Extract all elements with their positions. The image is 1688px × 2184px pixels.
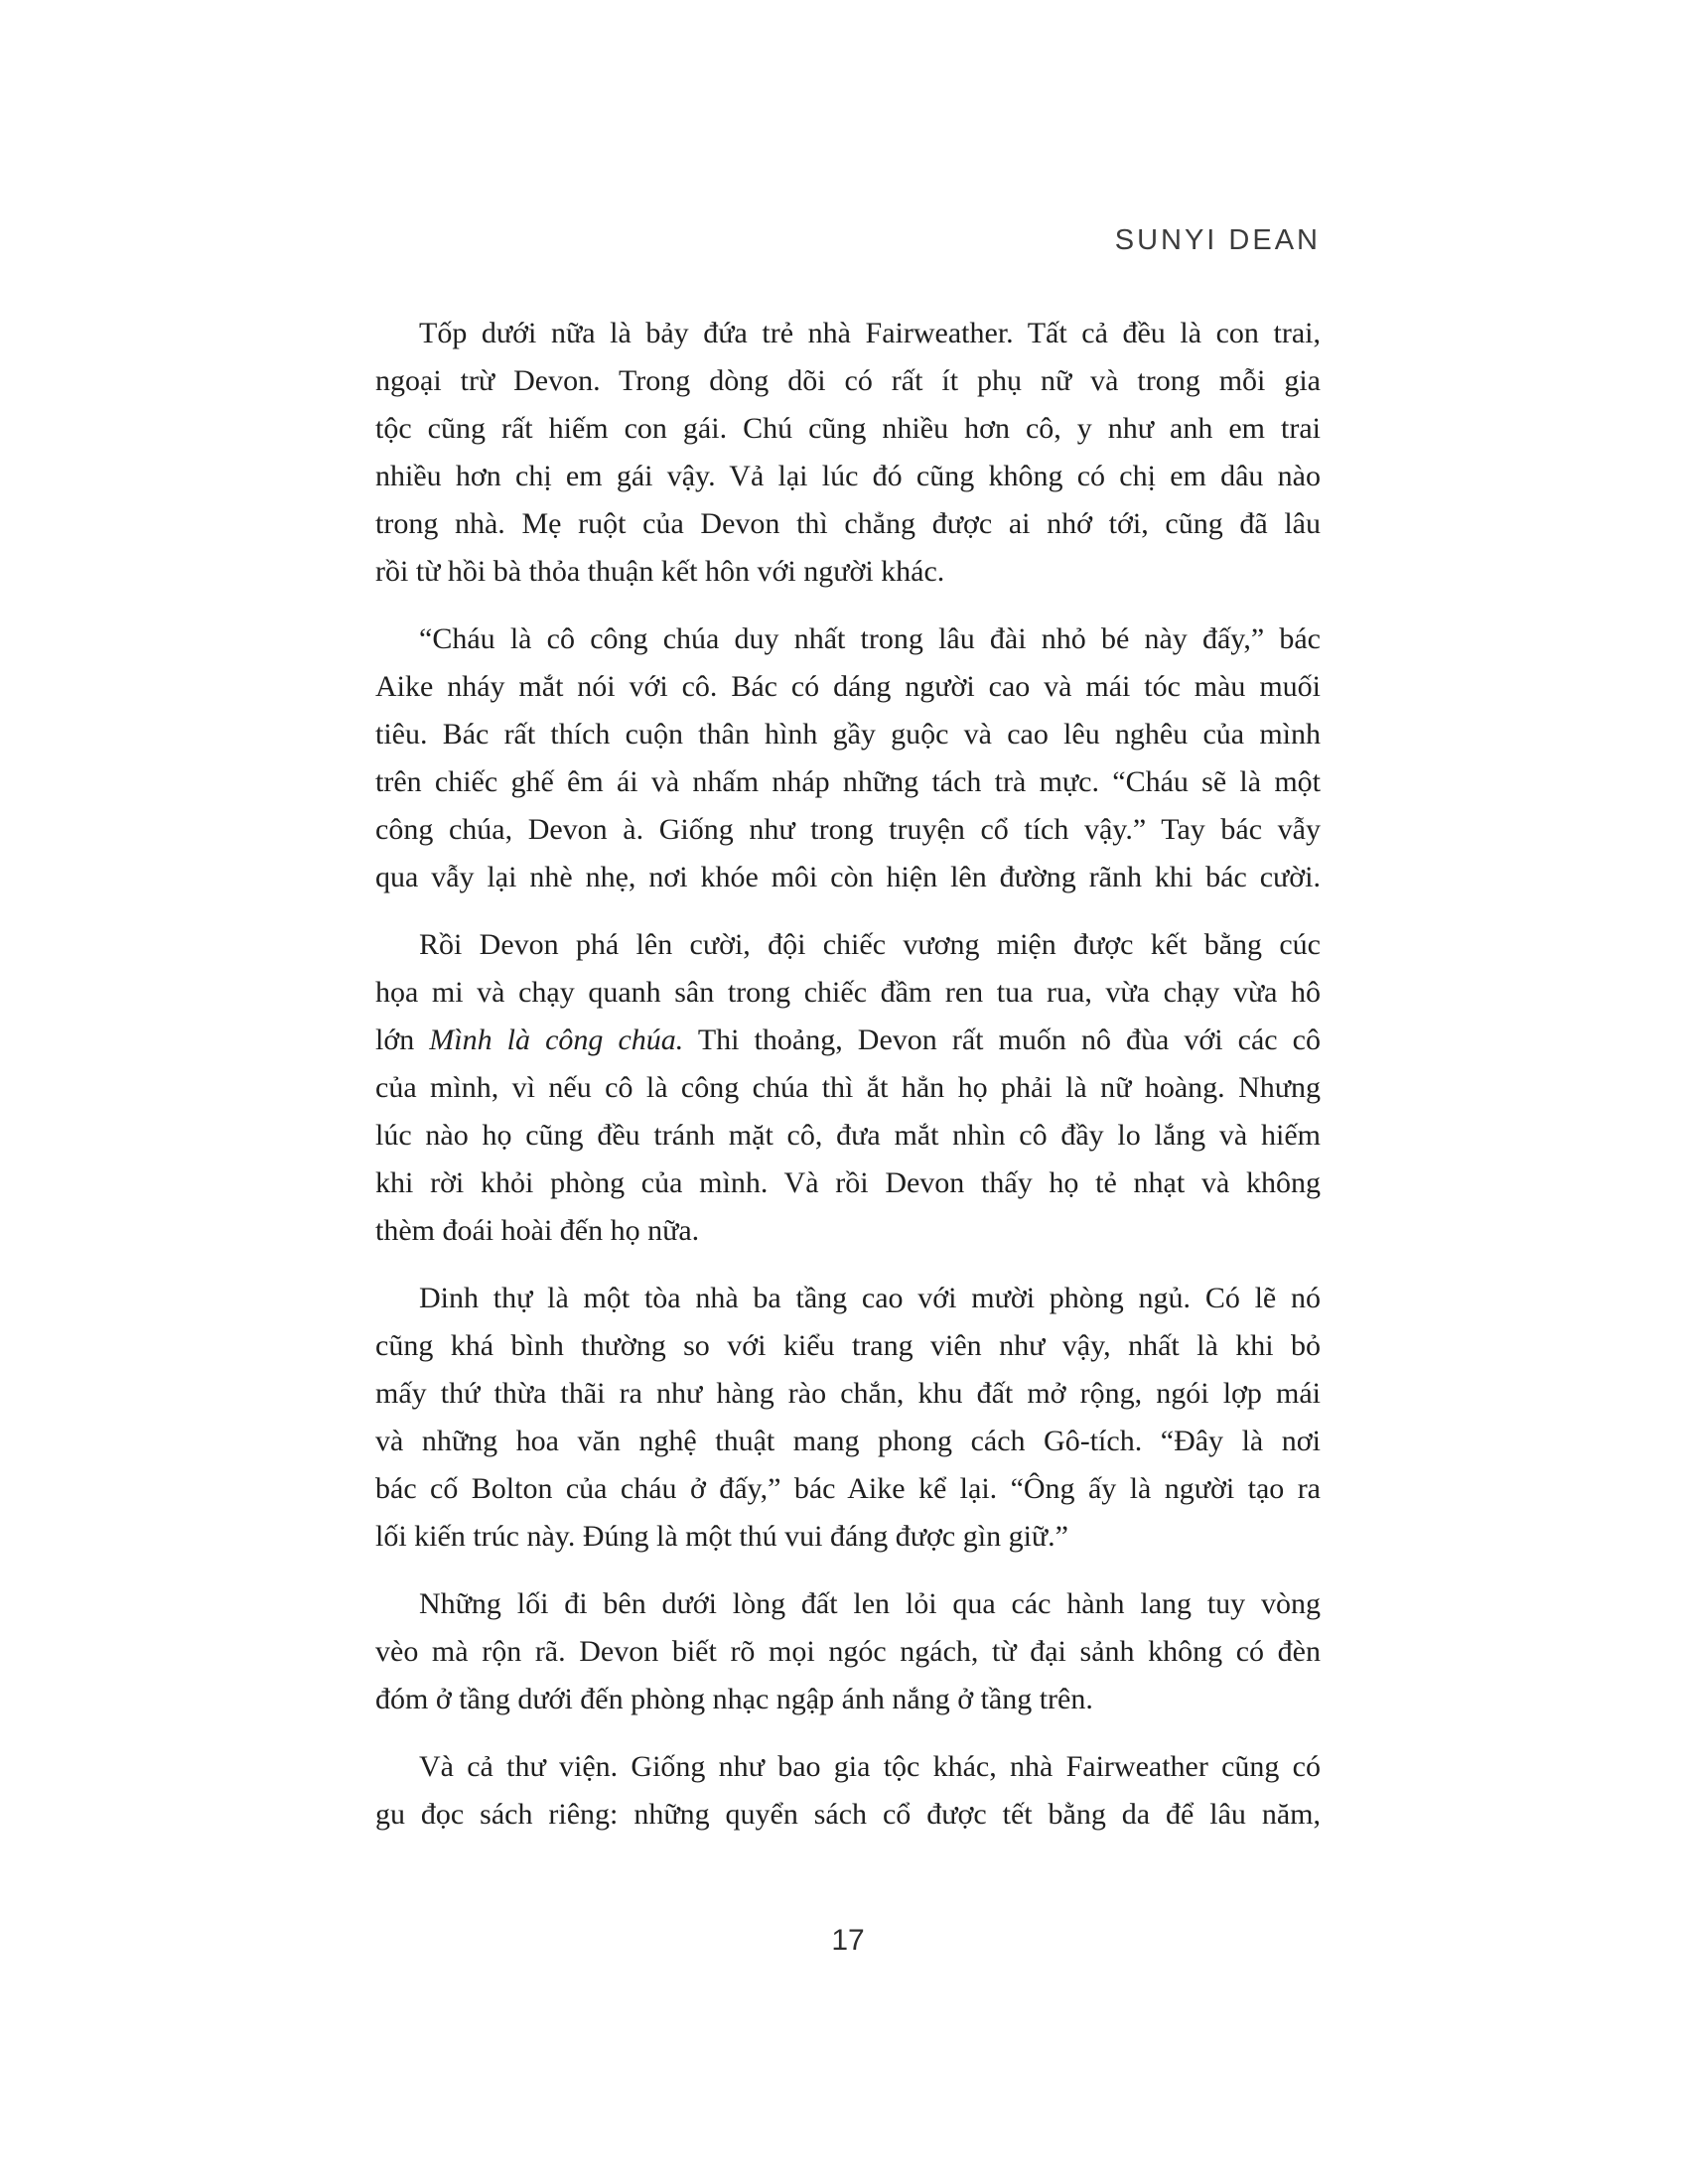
paragraph [375, 921, 1321, 1255]
text-line: Aike nháy mắt nói với cô. Bác có dáng người cao và mái tóc màu muối [375, 670, 1321, 703]
text-line: và những hoa văn nghệ thuật mang phong cách Gô-tích. “Đây là nơi [375, 1425, 1321, 1457]
paragraph [375, 1743, 1321, 1839]
text-line: vèo mà rộn rã. Devon biết rõ mọi ngóc ngách, từ đại sảnh không có đèn [375, 1635, 1321, 1668]
text-line: lối kiến trúc này. Đúng là một thú vui đáng được gìn giữ.” [375, 1520, 1068, 1553]
text-line: công chúa, Devon à. Giống như trong truyện cổ tích vậy.” Tay bác vẫy [375, 813, 1321, 846]
text-line: của mình, vì nếu cô là công chúa thì ắt hẳn họ phải là nữ hoàng. Nhưng [375, 1071, 1321, 1104]
text-line: trong nhà. Mẹ ruột của Devon thì chẳng được ai nhớ tới, cũng đã lâu [375, 507, 1321, 540]
text-line: thèm đoái hoài đến họ nữa. [375, 1214, 700, 1247]
text-fragment: Thi thoảng, Devon rất muốn nô đùa với các cô [683, 1024, 1322, 1056]
text-line: khi rời khỏi phòng của mình. Và rồi Devon thấy họ tẻ nhạt và không [375, 1166, 1321, 1199]
paragraph [375, 310, 1321, 596]
text-line: nhiều hơn chị em gái vậy. Vả lại lúc đó cũng không có chị em dâu nào [375, 460, 1321, 492]
text-line: qua vẫy lại nhè nhẹ, nơi khóe môi còn hiện lên đường rãnh khi bác cười. [375, 861, 1321, 893]
text-line: cũng khá bình thường so với kiểu trang viên như vậy, nhất là khi bỏ [375, 1329, 1321, 1362]
paragraph [375, 615, 1321, 901]
running-header-author: SUNYI DEAN [1114, 224, 1321, 256]
text-line: rồi từ hồi bà thỏa thuận kết hôn với người khác. [375, 555, 945, 588]
text-line: tộc cũng rất hiếm con gái. Chú cũng nhiều hơn cô, y như anh em trai [375, 412, 1321, 445]
text-line: tiêu. Bác rất thích cuộn thân hình gầy guộc và cao lêu nghêu của mình [375, 718, 1321, 751]
text-fragment: lớn [375, 1024, 430, 1056]
text-line: ngoại trừ Devon. Trong dòng dõi có rất ít phụ nữ và trong mỗi gia [375, 364, 1321, 397]
text-line: Và cả thư viện. Giống như bao gia tộc khác, nhà Fairweather cũng có [419, 1750, 1321, 1783]
text-line [375, 1017, 1321, 1064]
body-text [375, 310, 1321, 1839]
text-line: Rồi Devon phá lên cười, đội chiếc vương miện được kết bằng cúc [419, 928, 1321, 961]
text-line: họa mi và chạy quanh sân trong chiếc đầm ren tua rua, vừa chạy vừa hô [375, 976, 1321, 1009]
text-line: Những lối đi bên dưới lòng đất len lỏi qua các hành lang tuy vòng [419, 1587, 1321, 1620]
text-line: đóm ở tầng dưới đến phòng nhạc ngập ánh nắng ở tầng trên. [375, 1683, 1093, 1715]
text-line: bác cố Bolton của cháu ở đấy,” bác Aike kể lại. “Ông ấy là người tạo ra [375, 1472, 1321, 1505]
paragraph [375, 1580, 1321, 1723]
italic-phrase: Mình là công chúa. [429, 1024, 684, 1056]
text-line: trên chiếc ghế êm ái và nhấm nháp những tách trà mực. “Cháu sẽ là một [375, 765, 1321, 798]
paragraph [375, 1275, 1321, 1561]
page-number: 17 [831, 1924, 865, 1957]
text-line: “Cháu là cô công chúa duy nhất trong lâu đài nhỏ bé này đấy,” bác [419, 622, 1321, 655]
text-line: Dinh thự là một tòa nhà ba tầng cao với mười phòng ngủ. Có lẽ nó [419, 1282, 1321, 1314]
text-line: gu đọc sách riêng: những quyển sách cổ được tết bằng da để lâu năm, [375, 1798, 1321, 1831]
text-line: Tốp dưới nữa là bảy đứa trẻ nhà Fairweather. Tất cả đều là con trai, [419, 317, 1321, 349]
text-line: lúc nào họ cũng đều tránh mặt cô, đưa mắt nhìn cô đầy lo lắng và hiếm [375, 1119, 1321, 1152]
text-line: mấy thứ thừa thãi ra như hàng rào chắn, khu đất mở rộng, ngói lợp mái [375, 1377, 1321, 1410]
